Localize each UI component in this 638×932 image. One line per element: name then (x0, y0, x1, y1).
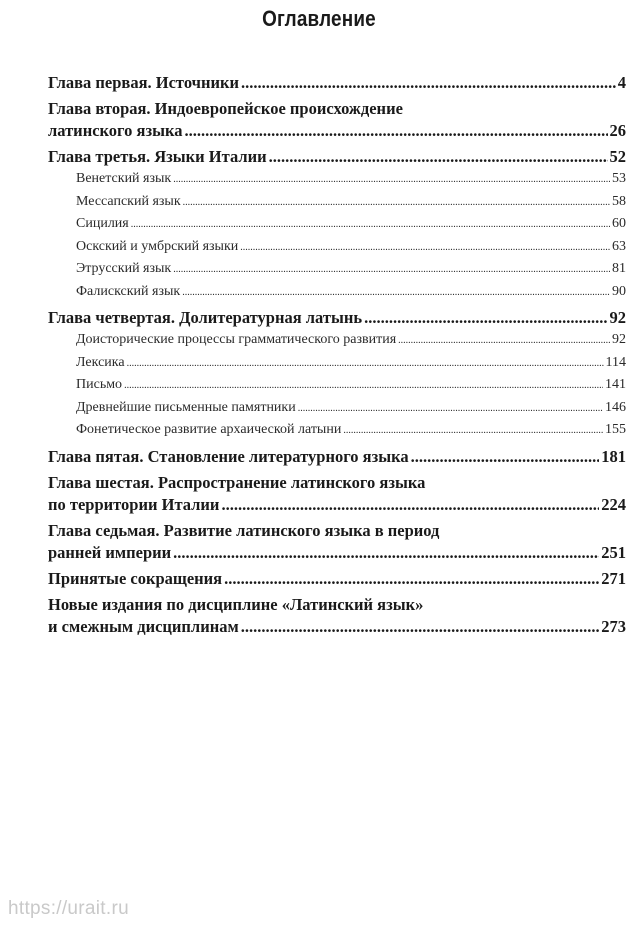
toc-page-number: 181 (601, 446, 626, 466)
toc-page-number: 146 (605, 399, 626, 415)
toc-chapter-entry[interactable] (48, 146, 626, 168)
toc-section-entry[interactable] (48, 281, 626, 304)
toc-section-entry[interactable] (48, 397, 626, 420)
toc-entry-title: Глава первая. Источники (48, 73, 239, 92)
toc-entry-row (76, 213, 626, 236)
toc-page-number: 81 (612, 261, 626, 276)
toc-entry-row (48, 72, 626, 94)
toc-entry-title: Мессапский язык (76, 193, 181, 209)
toc-entry-title: и смежным дисциплинам (48, 616, 239, 636)
toc-entry-row (48, 307, 626, 329)
toc-chapter-entry[interactable] (48, 594, 626, 638)
toc-chapter-entry[interactable] (48, 568, 626, 590)
toc-entry-row (48, 494, 626, 516)
dot-leader (173, 542, 599, 564)
toc-entry-row (76, 419, 626, 442)
toc-entry-title: по территории Италии (48, 494, 220, 514)
dot-leader (241, 72, 616, 94)
dot-leader (241, 616, 600, 638)
toc-page-number: 92 (609, 308, 626, 327)
toc-page-number: 26 (609, 121, 626, 140)
toc-entry-row (76, 374, 626, 397)
toc-page-number: 52 (609, 147, 626, 166)
toc-section-entry[interactable] (48, 374, 626, 397)
toc-section-entry[interactable] (48, 329, 626, 352)
toc-entry-title: Фалискский язык (76, 283, 181, 299)
toc-page-number: 251 (601, 542, 626, 562)
toc-page-number: 4 (617, 73, 626, 92)
toc-section-entry[interactable] (48, 213, 626, 236)
toc-entry-row (76, 168, 626, 191)
toc-entry-row (48, 120, 626, 142)
dot-leader (398, 330, 610, 352)
toc-page-number: 60 (612, 216, 626, 231)
toc-section-entry[interactable] (48, 191, 626, 214)
dot-leader (183, 192, 610, 214)
toc-section-entry[interactable] (48, 168, 626, 191)
toc-entry-title: Принятые сокращения (48, 568, 223, 588)
dot-leader (224, 568, 599, 590)
toc-page-number: 63 (612, 238, 626, 254)
toc-entry-title: Лексика (76, 354, 125, 370)
toc-entry-row (48, 542, 626, 564)
toc-page-number: 224 (601, 494, 626, 514)
dot-leader (364, 307, 607, 329)
toc-entry-row (76, 236, 626, 259)
toc-entry-row (76, 258, 626, 281)
toc-page-number: 271 (601, 568, 626, 588)
toc-entry-title: Письмо (76, 377, 123, 392)
toc-entry-title: Глава третья. Языки Италии (48, 147, 267, 166)
toc-section-entry[interactable] (48, 258, 626, 281)
toc-chapter-entry[interactable] (48, 72, 626, 94)
toc-page-number: 92 (612, 332, 626, 347)
toc-page-number: 114 (605, 354, 626, 370)
dot-leader (173, 169, 610, 191)
toc-entry-title: ранней империи (48, 542, 172, 562)
table-of-contents (48, 72, 626, 638)
dot-leader (173, 259, 610, 281)
toc-entry-row (76, 281, 626, 304)
dot-leader (269, 146, 608, 168)
dot-leader (411, 446, 600, 468)
toc-page-number: 53 (612, 171, 626, 186)
toc-chapter-entry[interactable] (48, 520, 626, 564)
toc-entry-row (48, 568, 626, 590)
dot-leader (182, 282, 610, 304)
toc-entry-title: Древнейшие письменные памятники (76, 399, 296, 415)
toc-chapter-entry[interactable] (48, 307, 626, 329)
toc-page-number: 155 (605, 422, 626, 437)
toc-entry-title: Венетский язык (76, 171, 172, 186)
dot-leader (127, 353, 604, 375)
toc-entry-row (48, 616, 626, 638)
toc-chapter-entry[interactable] (48, 472, 626, 516)
toc-entry-title: Этрусский язык (76, 261, 172, 276)
dot-leader (343, 420, 603, 442)
toc-entry-title: Фонетическое развитие архаической латыни (76, 422, 342, 437)
toc-entry-title-line: Глава шестая. Распространение латинского языка (48, 472, 426, 492)
toc-entry-title: Сицилия (76, 216, 129, 231)
toc-entry-title: латинского языка (48, 121, 183, 140)
toc-chapter-entry[interactable] (48, 446, 626, 468)
dot-leader (221, 494, 599, 516)
toc-page-number: 58 (612, 193, 626, 209)
toc-entry-row (76, 329, 626, 352)
dot-leader (298, 398, 603, 420)
toc-section-entry[interactable] (48, 352, 626, 375)
toc-section-entry[interactable] (48, 419, 626, 442)
toc-page-number: 273 (601, 616, 626, 636)
toc-entry-title: Глава четвертая. Долитературная латынь (48, 308, 363, 327)
dot-leader (240, 237, 610, 259)
toc-entry-title-line: Глава седьмая. Развитие латинского языка в период (48, 520, 440, 540)
page-title: Оглавление (262, 6, 376, 31)
toc-entry-title-line: Новые издания по дисциплине «Латинский язык» (48, 594, 424, 614)
dot-leader (124, 375, 603, 397)
dot-leader (131, 214, 610, 236)
toc-entry-row (48, 446, 626, 468)
toc-entry-row (76, 352, 626, 375)
toc-entry-title-line: Глава вторая. Индоевропейское происхождение (48, 99, 403, 118)
toc-chapter-entry[interactable] (48, 98, 626, 142)
toc-entry-row (48, 146, 626, 168)
watermark: https://urait.ru (8, 898, 129, 919)
toc-section-entry[interactable] (48, 236, 626, 259)
toc-page-number: 141 (605, 377, 626, 392)
toc-entry-title: Глава пятая. Становление литературного языка (48, 446, 409, 466)
toc-entry-title: Оскский и умбрский языки (76, 238, 239, 254)
toc-entry-title: Доисторические процессы грамматического развития (76, 332, 397, 347)
toc-page-number: 90 (612, 283, 626, 299)
dot-leader (184, 120, 607, 142)
toc-entry-row (76, 397, 626, 420)
toc-entry-row (76, 191, 626, 214)
